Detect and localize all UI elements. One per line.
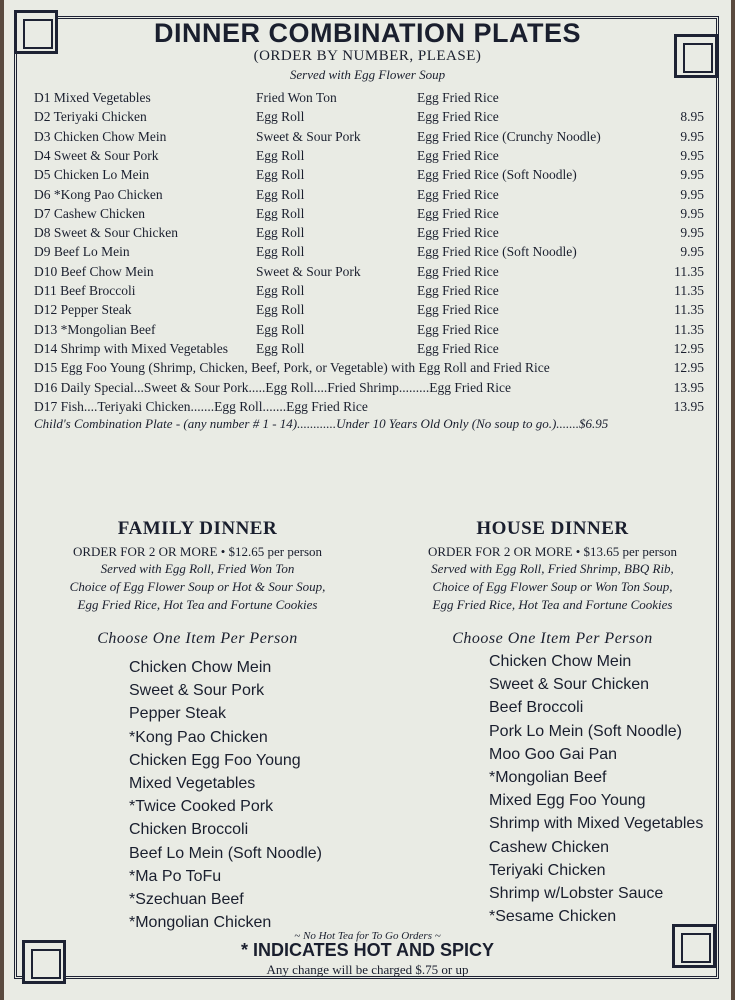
family-items-list [129,656,369,934]
combo-side-1: Egg Roll [256,167,305,183]
house-dinner-item: Shrimp with Mixed Vegetables [489,815,704,833]
family-dinner-item: Mixed Vegetables [129,775,256,793]
combo-side-2: Egg Fried Rice [417,90,499,105]
combo-dish: D12 Pepper Steak [34,302,132,318]
combo-description: D17 Fish....Teriyaki Chicken.......Egg Roll.......Egg Fried Rice [34,398,368,414]
combo-price: 11.35 [674,321,704,337]
combo-side-2: Egg Fried Rice [417,225,499,241]
combo-side-1: Egg Roll [256,321,305,337]
family-dinner-item: Chicken Chow Mein [129,659,272,676]
combo-row [34,187,704,206]
combo-side-1: Egg Roll [256,205,305,221]
combo-row [34,148,704,167]
combo-side-2: Egg Fried Rice [417,321,499,337]
combo-price: 9.95 [680,205,704,221]
combo-price: 9.95 [680,147,704,163]
combo-price: 9.95 [680,244,704,260]
combo-row [34,129,704,148]
family-dinner-item: *Mongolian Chicken [129,914,272,932]
house-dinner-price: ORDER FOR 2 OR MORE • $13.65 per person [427,544,678,559]
combo-row [34,283,704,302]
combo-dish: D3 Chicken Chow Mein [34,128,167,144]
combo-side-2: Egg Fried Rice [417,340,499,356]
combo-dish: D13 *Mongolian Beef [34,321,156,337]
spicy-legend: * INDICATES HOT AND SPICY [240,940,495,960]
combo-price: 9.95 [680,128,704,144]
family-dinner-item: *Szechuan Beef [129,891,244,909]
combo-side-1: Egg Roll [256,283,305,298]
combo-side-1: Egg Roll [256,340,305,356]
combo-side-1: Egg Roll [256,186,305,202]
house-dinner-item: Cashew Chicken [489,838,610,856]
family-choose-note: Choose One Item Per Person [97,630,298,647]
house-dinner-item: *Mongolian Beef [489,769,607,787]
family-dinner-item: *Twice Cooked Pork [129,798,274,816]
house-dinner-item: Moo Goo Gai Pan [489,745,618,763]
combo-description: D16 Daily Special...Sweet & Sour Pork.....Egg Roll....Fried Shrimp.........Egg Fried Rice [34,379,511,395]
house-dinner-item: *Sesame Chicken [489,908,617,926]
childs-plate-note: Child's Combination Plate - (any number # 1 - 14)............Under 10 Years Old Only (No soup to go.).......$6.95 [34,416,609,431]
family-dinner-item: *Ma Po ToFu [129,867,222,885]
combo-row [34,302,704,321]
combo-row [34,167,704,186]
combo-side-2: Egg Fried Rice (Soft Noodle) [417,167,577,183]
combo-row [34,399,704,418]
family-dinner-desc: Egg Fried Rice, Hot Tea and Fortune Cookies [77,597,318,612]
combo-row [34,341,704,360]
combo-dish: D2 Teriyaki Chicken [34,109,147,125]
combo-price: 12.95 [673,360,704,376]
family-dinner-item: Chicken Egg Foo Young [129,751,301,769]
combo-price: 8.95 [680,109,704,125]
family-dinner-section [40,518,355,648]
combo-side-1: Fried Won Ton [256,90,337,105]
combo-row [34,264,704,283]
house-dinner-desc: Choice of Egg Flower Soup or Won Ton Soup, [432,579,673,594]
combo-dish: D6 *Kong Pao Chicken [34,186,163,202]
combo-row [34,109,704,128]
combo-price: 12.95 [673,340,704,356]
combo-row [34,360,704,379]
combo-side-1: Sweet & Sour Pork [256,128,361,144]
house-dinner-desc: Egg Fried Rice, Hot Tea and Fortune Cookies [432,597,673,612]
order-instruction: (ORDER BY NUMBER, PLEASE) [253,48,482,64]
combo-price: 13.95 [673,379,704,395]
combo-row [34,90,704,109]
combo-side-2: Egg Fried Rice (Crunchy Noodle) [417,128,601,144]
combo-price: 11.35 [674,283,704,298]
menu-title: DINNER COMBINATION PLATES [154,18,581,48]
family-dinner-item: Chicken Broccoli [129,821,249,839]
house-choose-note: Choose One Item Per Person [452,630,653,647]
combo-row [34,322,704,341]
combo-side-2: Egg Fried Rice [417,147,499,163]
combo-side-2: Egg Fried Rice [417,283,499,298]
no-hot-tea-note: ~ No Hot Tea for To Go Orders ~ [294,930,441,942]
combo-side-1: Egg Roll [256,109,305,125]
house-dinner-item: Sweet & Sour Chicken [489,676,650,694]
combo-price: 11.35 [674,302,704,318]
combo-row [34,225,704,244]
combo-side-1: Sweet & Sour Pork [256,263,361,279]
combo-price: 9.95 [680,225,704,241]
family-dinner-item: Sweet & Sour Pork [129,682,265,700]
house-dinner-item: Teriyaki Chicken [489,861,606,879]
combo-description: D15 Egg Foo Young (Shrimp, Chicken, Beef, Pork, or Vegetable) with Egg Roll and Fried Rice [34,360,550,376]
combo-dish: D8 Sweet & Sour Chicken [34,225,178,241]
combo-side-1: Egg Roll [256,244,305,260]
combo-dish: D9 Beef Lo Mein [34,244,130,260]
house-dinner-heading: HOUSE DINNER [476,518,629,539]
house-dinner-item: Pork Lo Mein (Soft Noodle) [489,722,682,740]
house-dinner-section [395,518,710,648]
combo-price: 9.95 [680,186,704,202]
combo-side-1: Egg Roll [256,225,305,241]
combo-side-2: Egg Fried Rice [417,186,499,202]
combo-dish: D10 Beef Chow Mein [34,263,154,279]
family-dinner-item: *Kong Pao Chicken [129,728,268,746]
family-dinner-heading: FAMILY DINNER [117,518,278,539]
family-dinner-price: ORDER FOR 2 OR MORE • $12.65 per person [72,544,323,559]
combo-price: 9.95 [680,167,704,183]
family-dinner-desc: Served with Egg Roll, Fried Won Ton [100,561,295,576]
house-dinner-item: Shrimp w/Lobster Sauce [489,885,664,903]
combo-side-2: Egg Fried Rice (Soft Noodle) [417,244,577,260]
combo-side-2: Egg Fried Rice [417,109,499,125]
combo-side-2: Egg Fried Rice [417,263,499,279]
change-charge-note: Any change will be charged $.75 or up [266,962,469,977]
family-dinner-item: Beef Lo Mein (Soft Noodle) [129,844,322,862]
house-dinner-desc: Served with Egg Roll, Fried Shrimp, BBQ Rib, [431,561,674,576]
combo-dish: D14 Shrimp with Mixed Vegetables [34,340,228,356]
combo-price: 13.95 [673,398,704,414]
combo-side-2: Egg Fried Rice [417,302,499,318]
house-dinner-item: Beef Broccoli [489,699,584,717]
combo-side-2: Egg Fried Rice [417,205,499,221]
combo-side-1: Egg Roll [256,147,305,163]
house-dinner-item: Chicken Chow Mein [489,653,632,670]
combo-side-1: Egg Roll [256,302,305,318]
combo-dish: D4 Sweet & Sour Pork [34,147,159,163]
family-dinner-desc: Choice of Egg Flower Soup or Hot & Sour Soup, [69,579,326,594]
house-dinner-item: Mixed Egg Foo Young [489,792,646,810]
combo-dish: D11 Beef Broccoli [34,283,136,298]
combo-price: 11.35 [674,263,704,279]
combo-row [34,380,704,399]
combo-row [34,244,704,263]
family-dinner-item: Pepper Steak [129,705,226,723]
house-items-list [489,650,724,928]
combo-dish: D1 Mixed Vegetables [34,90,151,105]
served-with-note: Served with Egg Flower Soup [289,67,446,82]
combo-row [34,206,704,225]
combo-dish: D7 Cashew Chicken [34,205,145,221]
combo-dish: D5 Chicken Lo Mein [34,167,150,183]
